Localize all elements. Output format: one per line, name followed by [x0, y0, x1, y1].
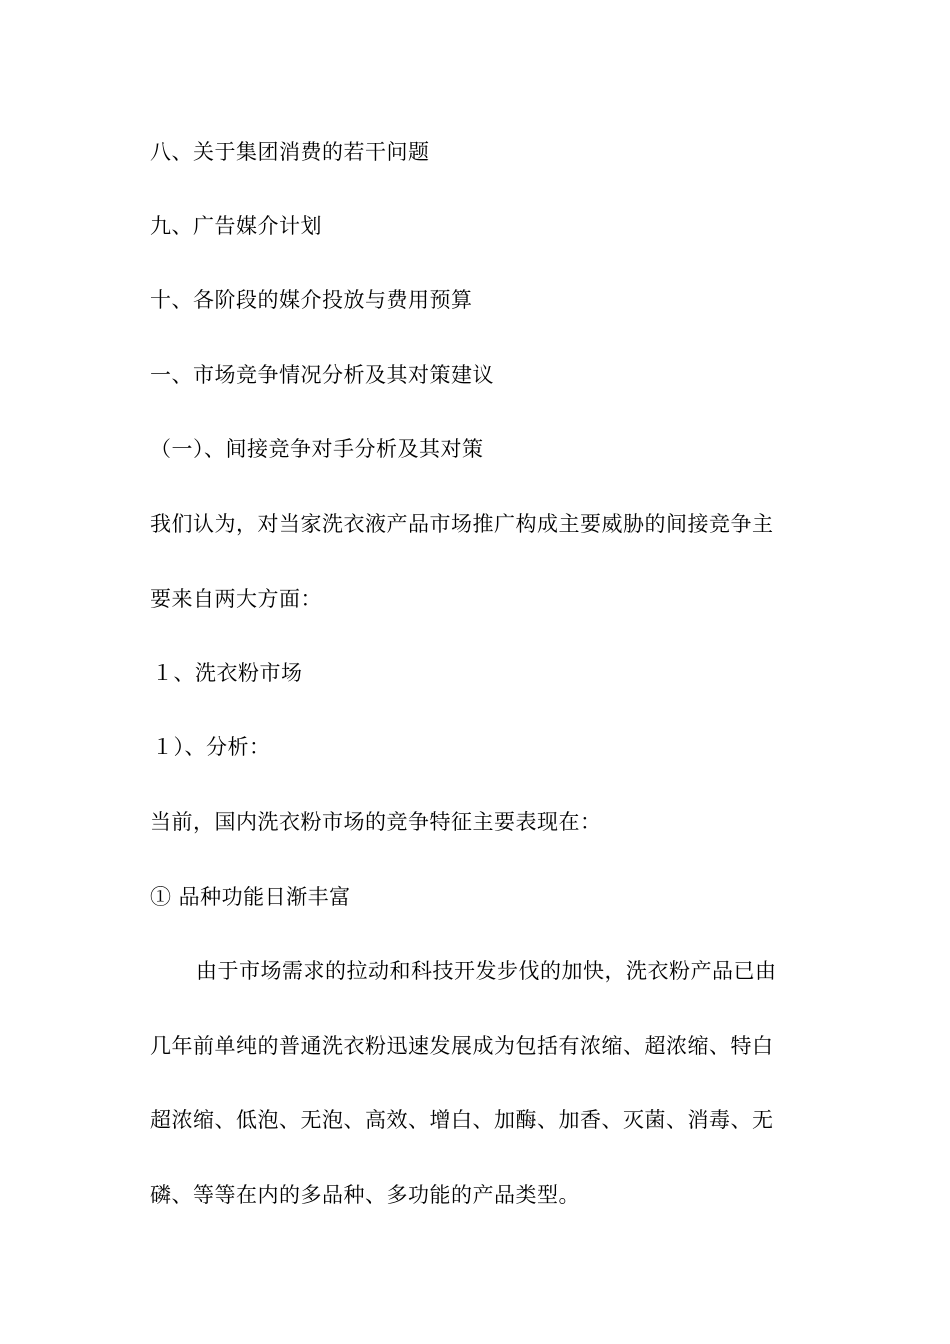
paragraph-line: 当前，国内洗衣粉市场的竞争特征主要表现在：: [150, 810, 602, 834]
toc-item-8: 八、关于集团消费的若干问题: [150, 140, 430, 164]
list-heading-1: １、洗衣粉市场: [152, 661, 303, 685]
paragraph-line: 由于市场需求的拉动和科技开发步伐的加快，洗衣粉产品已由: [196, 959, 777, 983]
toc-item-10: 十、各阶段的媒介投放与费用预算: [150, 288, 473, 312]
toc-item-9: 九、广告媒介计划: [150, 214, 322, 238]
list-subheading-analysis: １）、分析：: [152, 735, 271, 759]
paragraph-line: 要来自两大方面：: [150, 587, 322, 611]
paragraph-line: 磷、等等在内的多品种、多功能的产品类型。: [150, 1183, 580, 1207]
section-heading-1: 一、市场竞争情况分析及其对策建议: [150, 363, 494, 387]
paragraph-line: 我们认为，对当家洗衣液产品市场推广构成主要威胁的间接竞争主: [150, 512, 774, 536]
subsection-heading-1: （一）、间接竞争对手分析及其对策: [150, 437, 484, 461]
paragraph-line: 超浓缩、低泡、无泡、高效、增白、加酶、加香、灭菌、消毒、无: [150, 1108, 774, 1132]
point-heading-1: ① 品种功能日渐丰富: [150, 885, 351, 909]
paragraph-line: 几年前单纯的普通洗衣粉迅速发展成为包括有浓缩、超浓缩、特白: [150, 1034, 774, 1058]
